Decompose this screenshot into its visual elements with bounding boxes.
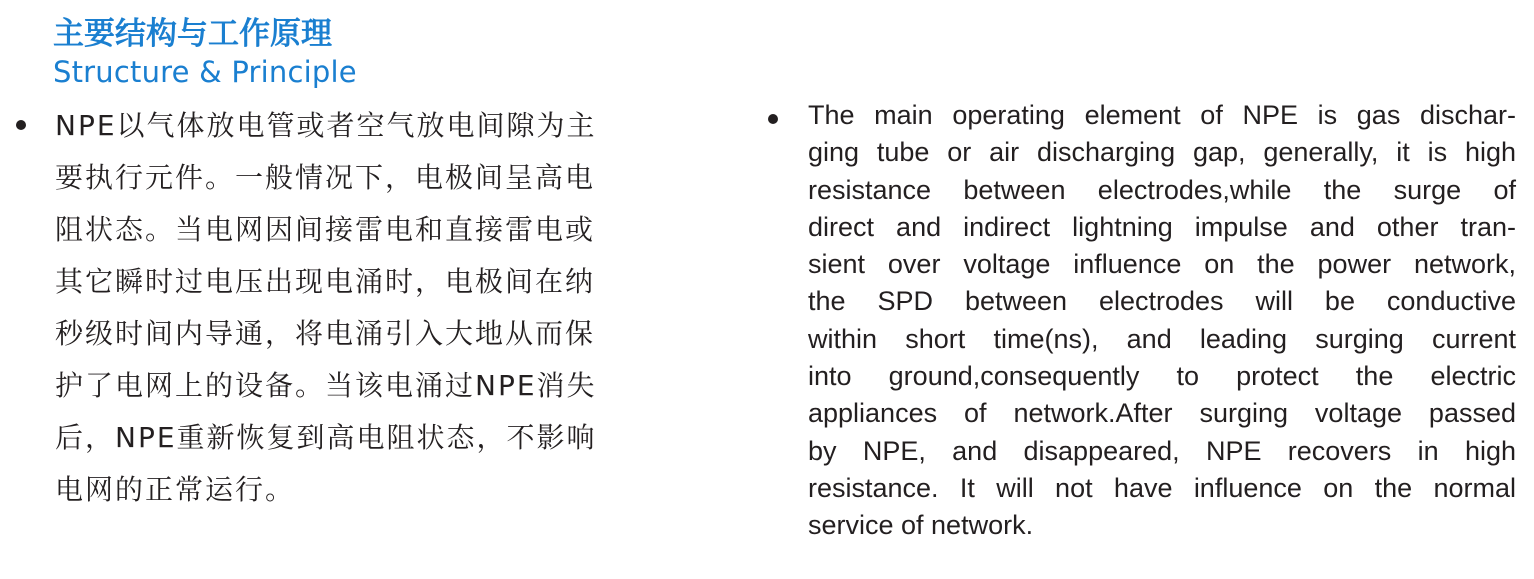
bullet-dot-icon (768, 114, 778, 124)
english-line: into ground,consequently to protect the electric (808, 361, 1516, 392)
chinese-line: 后，NPE重新恢复到高电阻状态，不影响 (55, 421, 597, 454)
english-line: the SPD between electrodes will be conductive (808, 286, 1516, 317)
chinese-line: 秒级时间内导通，将电涌引入大地从而保 (55, 317, 596, 350)
english-line: service of network. (808, 510, 1034, 541)
english-line: by NPE, and disappeared, NPE recovers in high (808, 435, 1516, 466)
chinese-line: 其它瞬时过电压出现电涌时，电极间在纳 (55, 265, 596, 298)
section-title-chinese: 主要结构与工作原理 (53, 16, 332, 52)
english-line: resistance between electrodes,while the surge of (808, 174, 1516, 205)
chinese-line: 阻状态。当电网因间接雷电和直接雷电或 (55, 213, 596, 246)
english-line: sient over voltage influence on the power network, (808, 249, 1516, 280)
english-paragraph (808, 97, 1516, 545)
bullet-dot-icon (16, 120, 26, 130)
section-header (53, 14, 357, 90)
english-line: ging tube or air discharging gap, generally, it is high (808, 137, 1516, 168)
english-line: The main operating element of NPE is gas dischar- (808, 100, 1516, 130)
chinese-line: NPE以气体放电管或者空气放电间隙为主 (55, 109, 597, 142)
english-line: appliances of network.After surging voltage passed (808, 398, 1516, 429)
chinese-line: 电网的正常运行。 (55, 473, 296, 506)
section-title-english: Structure & Principle (53, 55, 357, 89)
chinese-line: 要执行元件。一般情况下，电极间呈高电 (55, 161, 596, 194)
chinese-line: 护了电网上的设备。当该电涌过NPE消失 (55, 369, 597, 402)
chinese-paragraph (55, 100, 675, 516)
english-line: resistance. It will not have influence on the normal (808, 472, 1516, 503)
english-line: direct and indirect lightning impulse and other tran- (808, 211, 1516, 242)
english-line: within short time(ns), and leading surging current (808, 323, 1516, 354)
